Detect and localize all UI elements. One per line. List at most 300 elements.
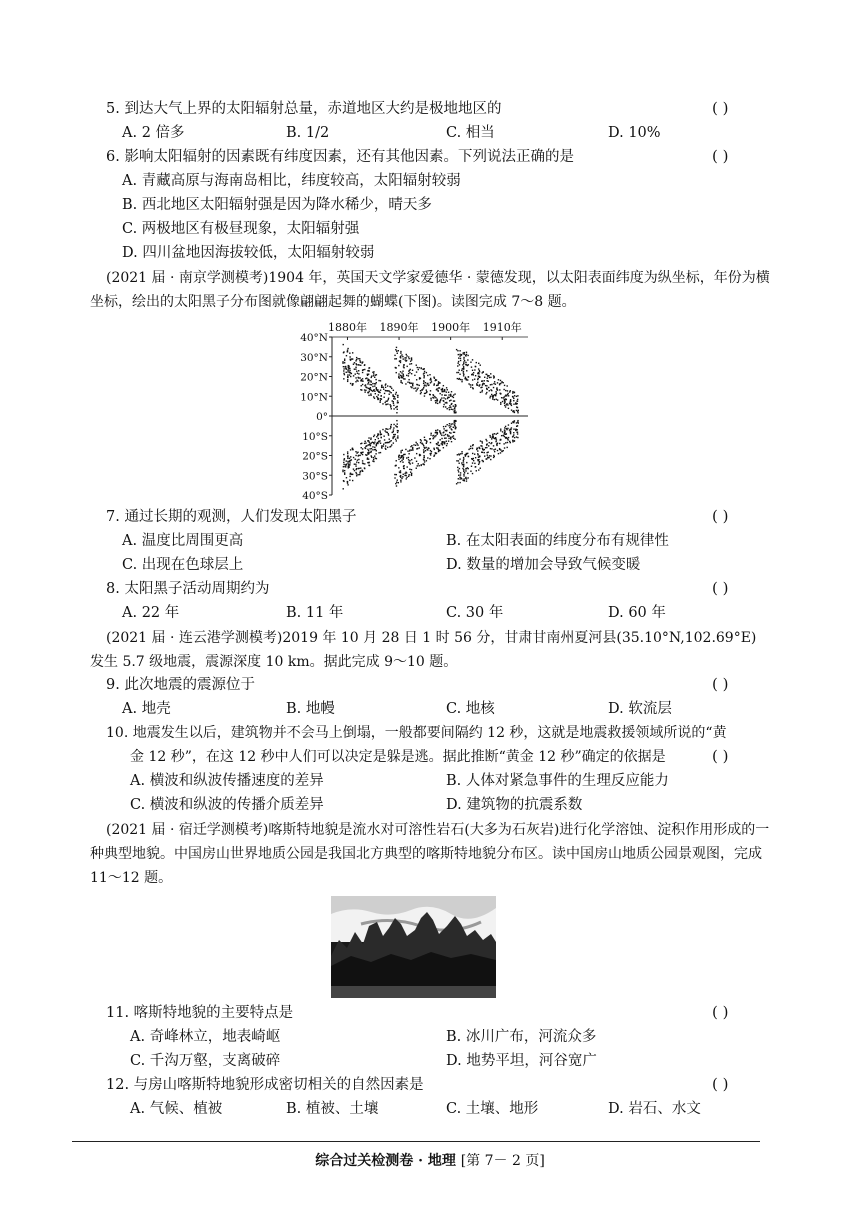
sunspot-dot [388,398,389,399]
sunspot-dot [447,389,448,390]
q7-option-d[interactable]: D. 数量的增加会导致气候变暖 [446,557,641,573]
sunspot-dot [487,378,488,379]
sunspot-dot [453,411,454,412]
sunspot-dot [408,453,409,454]
sunspot-dot [376,382,377,383]
sunspot-dot [347,456,348,457]
sunspot-dot [426,443,427,444]
q5-option-a[interactable]: A. 2 倍多 [122,125,185,141]
sunspot-dot [497,433,498,434]
sunspot-dot [370,395,371,396]
sunspot-dot [374,447,375,448]
sunspot-dot [420,442,421,443]
sunspot-dot [493,375,494,376]
sunspot-dot [481,381,482,382]
sunspot-dot [408,459,409,460]
sunspot-dot [385,390,386,391]
sunspot-dot [355,459,356,460]
q6-option-d[interactable]: D. 四川盆地因海拔较低，太阳辐射较弱 [122,245,375,261]
sunspot-dot [355,373,356,374]
q11-option-c[interactable]: C. 千沟万壑，支离破碎 [130,1053,281,1069]
sunspot-dot [385,384,386,385]
sunspot-dot [425,382,426,383]
sunspot-dot [471,366,472,367]
q10-option-c[interactable]: C. 横波和纵波的传播介质差异 [130,797,324,813]
sunspot-dot [478,464,479,465]
sunspot-dot [477,385,478,386]
sunspot-dot [400,461,401,462]
sunspot-dot [491,394,492,395]
sunspot-dot [391,388,392,389]
sunspot-dot [401,460,402,461]
sunspot-dot [443,426,444,427]
sunspot-dot [349,462,350,463]
q12-option-c[interactable]: C. 土壤、地形 [446,1101,539,1117]
sunspot-dot [472,444,473,445]
sunspot-dot [381,398,382,399]
sunspot-dot [381,437,382,438]
sunspot-dot [450,395,451,396]
sunspot-dot [375,393,376,394]
sunspot-dot [434,436,435,437]
sunspot-dot [439,430,440,431]
q8-option-c[interactable]: C. 30 年 [446,605,504,621]
sunspot-dot [459,454,460,455]
sunspot-dot [516,396,517,397]
sunspot-dot [414,457,415,458]
q6-option-c[interactable]: C. 两极地区有极昼现象，太阳辐射强 [122,221,360,237]
sunspot-dot [375,439,376,440]
sunspot-dot [411,357,412,358]
q8-option-d[interactable]: D. 60 年 [608,605,666,621]
sunspot-dot [415,442,416,443]
q7-option-b[interactable]: B. 在太阳表面的纬度分布有规律性 [446,533,669,549]
sunspot-dot [484,449,485,450]
sunspot-dot [411,469,412,470]
sunspot-dot [426,460,427,461]
sunspot-dot [402,371,403,372]
sunspot-dot [439,402,440,403]
sunspot-dot [480,387,481,388]
sunspot-dot [388,390,389,391]
sunspot-dot [513,428,514,429]
sunspot-dot [406,477,407,478]
sunspot-dot [452,436,453,437]
sunspot-dot [457,467,458,468]
sunspot-dot [367,379,368,380]
sunspot-dot [490,459,491,460]
q10-option-d[interactable]: D. 建筑物的抗震系数 [446,797,583,813]
sunspot-dot [391,424,392,425]
sunspot-dot [395,367,396,368]
sunspot-dot [397,402,398,403]
sunspot-dot [489,435,490,436]
q6-answer-paren[interactable]: ( ) [712,147,729,165]
sunspot-dot [353,375,354,376]
fangshan-karst-landscape-photo [331,896,496,998]
sunspot-dot [404,378,405,379]
q10-answer-paren[interactable]: ( ) [712,747,729,765]
q7-option-a[interactable]: A. 温度比周围更高 [122,533,244,549]
sunspot-dot [463,357,464,358]
sunspot-dot [448,438,449,439]
sunspot-dot [347,451,348,452]
sunspot-dot [454,412,455,413]
sunspot-dot [403,466,404,467]
sunspot-dot [408,474,409,475]
sunspot-dot [480,392,481,393]
sunspot-dot [468,456,469,457]
sunspot-dot [350,460,351,461]
sunspot-dot [344,360,345,361]
sunspot-dot [400,452,401,453]
sunspot-dot [356,371,357,372]
q10-stem-line1: 10. 地震发生以后，建筑物并不会马上倒塌，一般都要间隔约 12 秒，这就是地震救援领域所说的“黄 [106,725,727,741]
sunspot-dot [361,443,362,444]
sunspot-dot [413,388,414,389]
sunspot-dot [500,383,501,384]
sunspot-dot [463,354,464,355]
sunspot-dot [418,463,419,464]
sunspot-dot [470,471,471,472]
sunspot-dot [393,424,394,425]
sunspot-dot [362,361,363,362]
sunspot-dot [380,432,381,433]
sunspot-dot [391,444,392,445]
sunspot-dot [407,382,408,383]
sunspot-dot [477,447,478,448]
q9-option-d[interactable]: D. 软流层 [608,701,672,717]
sunspot-dot [389,439,390,440]
sunspot-dot [468,376,469,377]
sunspot-dot [381,385,382,386]
sunspot-dot [409,372,410,373]
sunspot-dot [401,457,402,458]
sunspot-dot [508,424,509,425]
sunspot-dot [453,405,454,406]
sunspot-dot [403,457,404,458]
sunspot-dot [508,408,509,409]
sunspot-dot [514,440,515,441]
sunspot-dot [372,460,373,461]
sunspot-dot [373,436,374,437]
sunspot-dot [417,384,418,385]
sunspot-dot [458,372,459,373]
q12-option-a[interactable]: A. 气候、植被 [130,1101,223,1117]
sunspot-dot [488,445,489,446]
sunspot-dot [463,366,464,367]
sunspot-dot [508,437,509,438]
sunspot-dot [512,392,513,393]
sunspot-dot [500,452,501,453]
sunspot-dot [396,485,397,486]
sunspot-dot [491,448,492,449]
sunspot-dot [454,432,455,433]
sunspot-dot [343,378,344,379]
sunspot-dot [357,373,358,374]
q5-option-c[interactable]: C. 相当 [446,125,495,141]
sunspot-dot [476,449,477,450]
sunspot-dot [460,358,461,359]
sunspot-dot [461,370,462,371]
sunspot-dot [501,397,502,398]
sunspot-dot [381,395,382,396]
sunspot-dot [353,364,354,365]
sunspot-dot [505,390,506,391]
sunspot-dot [381,447,382,448]
q11-option-b[interactable]: B. 冰川广布，河流众多 [446,1029,597,1045]
sunspot-dot [371,377,372,378]
sunspot-dot [500,402,501,403]
sunspot-dot [426,372,427,373]
sunspot-dot [383,397,384,398]
sunspot-dot [426,389,427,390]
sunspot-dot [353,468,354,469]
sunspot-dot [507,404,508,405]
sunspot-dot [385,387,386,388]
q8-answer-paren[interactable]: ( ) [712,579,729,597]
sunspot-dot [349,356,350,357]
sunspot-dot [344,466,345,467]
q10-option-a[interactable]: A. 横波和纵波传播速度的差异 [130,773,324,789]
sunspot-dot [478,363,479,364]
sunspot-dot [404,364,405,365]
sunspot-dot [354,368,355,369]
sunspot-dot [493,395,494,396]
sunspot-dot [411,383,412,384]
sunspot-dot [349,353,350,354]
sunspot-dot [356,364,357,365]
sunspot-dot [459,482,460,483]
sunspot-dot [399,455,400,456]
sunspot-dot [502,382,503,383]
sunspot-dot [484,455,485,456]
sunspot-dot [462,464,463,465]
sunspot-dot [344,474,345,475]
sunspot-dot [346,355,347,356]
sunspot-dot [417,367,418,368]
sunspot-dot [438,387,439,388]
sunspot-dot [424,447,425,448]
sunspot-dot [514,392,515,393]
sunspot-dot [463,361,464,362]
sunspot-dot [493,449,494,450]
sunspot-dot [371,376,372,377]
q11-option-a[interactable]: A. 奇峰林立，地表崎岖 [130,1029,281,1045]
q6-option-a[interactable]: A. 青藏高原与海南岛相比，纬度较高，太阳辐射较弱 [122,173,461,189]
sunspot-dot [481,391,482,392]
q11-option-d[interactable]: D. 地势平坦，河谷宽广 [446,1053,597,1069]
sunspot-dot [396,372,397,373]
sunspot-dot [395,439,396,440]
sunspot-dot [432,435,433,436]
q12-answer-paren[interactable]: ( ) [712,1075,729,1093]
q6-option-b[interactable]: B. 西北地区太阳辐射强是因为降水稀少，晴天多 [122,197,432,213]
sunspot-dot [362,460,363,461]
sunspot-dot [348,466,349,467]
sunspot-dot [356,468,357,469]
sunspot-dot [412,462,413,463]
sunspot-dot [467,473,468,474]
sunspot-dot [473,374,474,375]
sunspot-dot [352,352,353,353]
x-tick-label: 1890年 [379,321,419,334]
sunspot-dot [470,386,471,387]
sunspot-dot [349,476,350,477]
sunspot-dot [400,470,401,471]
sunspot-dot [404,454,405,455]
sunspot-dot [476,383,477,384]
sunspot-dot [380,452,381,453]
y-tick-label: 20°S [302,450,328,463]
sunspot-dot [402,377,403,378]
sunspot-dot [417,465,418,466]
sunspot-dot [482,448,483,449]
sunspot-dot [347,381,348,382]
q9-option-b[interactable]: B. 地幔 [286,701,335,717]
sunspot-dot [374,434,375,435]
sunspot-dot [422,388,423,389]
sunspot-dot [355,455,356,456]
q7-stem: 7. 通过长期的观测，人们发现太阳黑子 [106,509,357,525]
sunspot-dot [481,441,482,442]
sunspot-dot [418,369,419,370]
sunspot-dot [343,373,344,374]
sunspot-dot [466,354,467,355]
sunspot-dot [463,375,464,376]
sunspot-dot [391,408,392,409]
sunspot-dot [456,372,457,373]
sunspot-dot [429,374,430,375]
q10-option-b[interactable]: B. 人体对紧急事件的生理反应能力 [446,773,669,789]
sunspot-dot [411,373,412,374]
sunspot-dot [389,446,390,447]
sunspot-dot [344,472,345,473]
sunspot-dot [401,354,402,355]
sunspot-dot [400,351,401,352]
q8-option-a[interactable]: A. 22 年 [122,605,180,621]
sunspot-dot [389,404,390,405]
q7-option-c[interactable]: C. 出现在色球层上 [122,557,244,573]
sunspot-dot [364,443,365,444]
sunspot-dot [466,480,467,481]
sunspot-dot [436,443,437,444]
q7-answer-paren[interactable]: ( ) [712,507,729,525]
sunspot-dot [368,452,369,453]
sunspot-dot [500,380,501,381]
q9-option-c[interactable]: C. 地核 [446,701,495,717]
q11-answer-paren[interactable]: ( ) [712,1003,729,1021]
sunspot-dot [350,372,351,373]
sunspot-dot [448,407,449,408]
sunspot-dot [461,451,462,452]
sunspot-dot [488,387,489,388]
sunspot-dot [448,392,449,393]
sunspot-dot [447,434,448,435]
sunspot-dot [511,409,512,410]
sunspot-dot [459,355,460,356]
sunspot-dot [490,436,491,437]
sunspot-dot [459,458,460,459]
sunspot-dot [355,377,356,378]
sunspot-dot [396,474,397,475]
sunspot-dot [356,461,357,462]
q5-option-b[interactable]: B. 1/2 [286,125,330,141]
q5-answer-paren[interactable]: ( ) [712,99,729,117]
sunspot-dot [398,365,399,366]
sunspot-dot [458,478,459,479]
sunspot-dot [355,381,356,382]
sunspot-dot [406,354,407,355]
sunspot-dot [517,412,518,413]
q9-option-a[interactable]: A. 地壳 [122,701,171,717]
sunspot-dot [366,445,367,446]
sunspot-dot [485,374,486,375]
sunspot-dot [411,387,412,388]
q9-answer-paren[interactable]: ( ) [712,675,729,693]
sunspot-dot [512,436,513,437]
sunspot-dot [371,455,372,456]
sunspot-dot [496,399,497,400]
sunspot-dot [396,412,397,413]
sunspot-dot [410,361,411,362]
sunspot-dot [408,379,409,380]
q5-option-d[interactable]: D. 10% [608,125,661,141]
sunspot-dot [448,440,449,441]
q8-option-b[interactable]: B. 11 年 [286,605,344,621]
sunspot-dot [453,394,454,395]
sunspot-dot [516,410,517,411]
sunspot-dot [430,394,431,395]
y-tick-label: 10°S [302,430,328,443]
sunspot-dot [372,449,373,450]
sunspot-dot [493,377,494,378]
sunspot-dot [495,448,496,449]
sunspot-dot [377,397,378,398]
q12-option-d[interactable]: D. 岩石、水文 [608,1101,701,1117]
sunspot-dot [507,394,508,395]
sunspot-dot [347,350,348,351]
sunspot-dot [410,463,411,464]
sunspot-dot [393,405,394,406]
sunspot-dot [385,431,386,432]
sunspot-dot [487,457,488,458]
sunspot-dot [374,377,375,378]
q12-option-b[interactable]: B. 植被、土壤 [286,1101,379,1117]
sunspot-dot [361,389,362,390]
sunspot-dot [446,402,447,403]
sunspot-dot [388,433,389,434]
sunspot-dot [416,461,417,462]
sunspot-dot [396,420,397,421]
sunspot-dot [430,398,431,399]
sunspot-dot [415,387,416,388]
sunspot-dot [396,351,397,352]
sunspot-dot [445,434,446,435]
sunspot-dot [451,404,452,405]
sunspot-dot [515,430,516,431]
sunspot-dot [450,400,451,401]
sunspot-dot [470,448,471,449]
sunspot-dot [416,453,417,454]
sunspot-dot [463,461,464,462]
sunspot-dot [505,426,506,427]
sunspot-dot [430,442,431,443]
sunspot-dot [375,379,376,380]
sunspot-dot [357,358,358,359]
sunspot-dot [479,371,480,372]
sunspot-dot [423,449,424,450]
